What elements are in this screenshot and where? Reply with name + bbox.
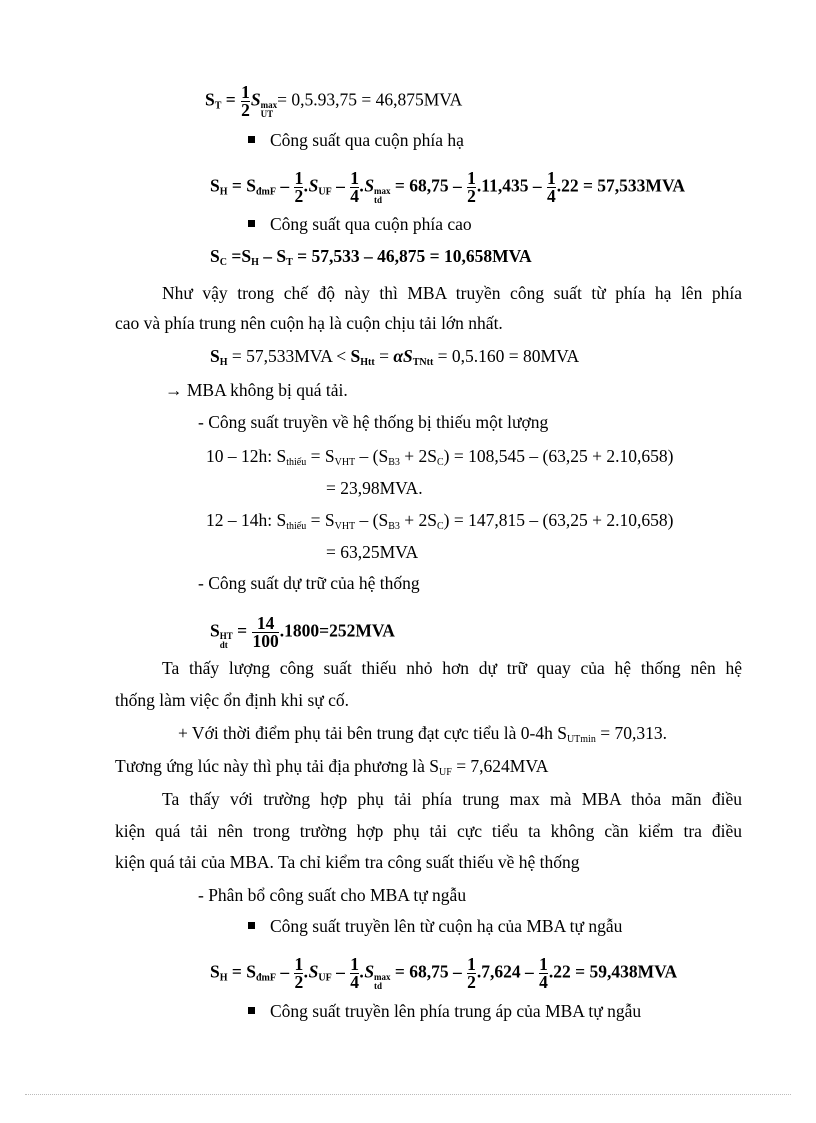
dash-item: - Phân bổ công suất cho MBA tự ngẫu: [198, 885, 467, 905]
paragraph-line: Ta thấy với trường hợp phụ tải phía trung max mà MBA thỏa mãn điều: [162, 789, 742, 809]
formula-shortage-1: 10 – 12h: $S_{thiếu} = S_{VHT} - (S_{B3} + 2S_C) = 108,545 - (63,25 + 2.10,658)$: [206, 446, 674, 468]
dash-item: - Công suất dự trữ của hệ thống: [198, 573, 420, 593]
formula-sh: $S_H = S_{đmF}$ – $\frac{1}{2}$ $.S_{UF}$ – $\frac{1}{4}$ .S max td = 68,75 – $\frac{1}{2}$ .11,435 – $\frac{1}{4}$ .22 = 57,533MVA: [210, 168, 685, 206]
paragraph-line: thống làm việc ổn định khi sự cố.: [115, 690, 350, 710]
page-bottom-divider: [25, 1094, 791, 1095]
paragraph-line: + Với thời điểm phụ tải bên trung đạt cực tiểu là 0-4h $S_{UTmin} = 70,313$.: [178, 723, 667, 745]
paragraph-line: kiện quá tải nên trong trường hợp phụ tải cực tiểu ta không cần kiểm tra điều: [115, 821, 742, 841]
formula-shortage-2: 12 – 14h: $S_{thiếu} = S_{VHT} - (S_{B3} + 2S_C) = 147,815 - (63,25 + 2.10,658)$: [206, 510, 674, 532]
formula-result: = 63,25MVA: [326, 542, 419, 562]
formula-st: $S_T$ = $\frac{1}{2}$ S max UT = 0,5.93,75 = 46,875MVA: [205, 82, 463, 120]
formula-sh-min: $S_H = S_{đmF}$ – $\frac{1}{2}$ $.S_{UF}$ – $\frac{1}{4}$ .S max td = 68,75 – $\frac{1}{2}$ .7,624 – $\frac{1}{4}$ .22 = 59,438MVA: [210, 954, 678, 992]
paragraph-line: Tương ứng lúc này thì phụ tải địa phương là $S_{UF} = 7,624MVA$: [115, 756, 549, 778]
bullet-item: Công suất qua cuộn phía hạ: [248, 129, 464, 151]
formula-result: = 23,98MVA.: [326, 478, 423, 498]
bullet-item: Công suất truyền lên phía trung áp của MBA tự ngẫu: [248, 1000, 641, 1022]
formula-compare: $S_H = 57,533MVA < S_{Htt} = \alpha S_{TNtt} = 0,5.160 = 80MVA$: [210, 346, 580, 368]
paragraph-line: cao và phía trung nên cuộn hạ là cuộn chịu tải lớn nhất.: [115, 313, 503, 333]
paragraph-line: Như vậy trong chế độ này thì MBA truyền công suất từ phía hạ lên phía: [162, 283, 742, 303]
paragraph-line: Ta thấy lượng công suất thiếu nhỏ hơn dự trữ quay của hệ thống nên hệ: [162, 658, 742, 678]
conclusion-line: → MBA không bị quá tải.: [165, 380, 348, 400]
bullet-item: Công suất qua cuộn phía cao: [248, 213, 472, 235]
formula-sc: $S_C =S_H - S_T = 57,533 - 46,875 = 10,658MVA$: [210, 246, 532, 268]
formula-reserve: S HT dt = $\frac{14}{100}$ .1800=252MVA: [210, 613, 395, 651]
dash-item: - Công suất truyền về hệ thống bị thiếu một lượng: [198, 412, 549, 432]
bullet-item: Công suất truyền lên từ cuộn hạ của MBA tự ngẫu: [248, 915, 622, 937]
paragraph-line: kiện quá tải của MBA. Ta chỉ kiểm tra công suất thiếu về hệ thống: [115, 852, 580, 872]
